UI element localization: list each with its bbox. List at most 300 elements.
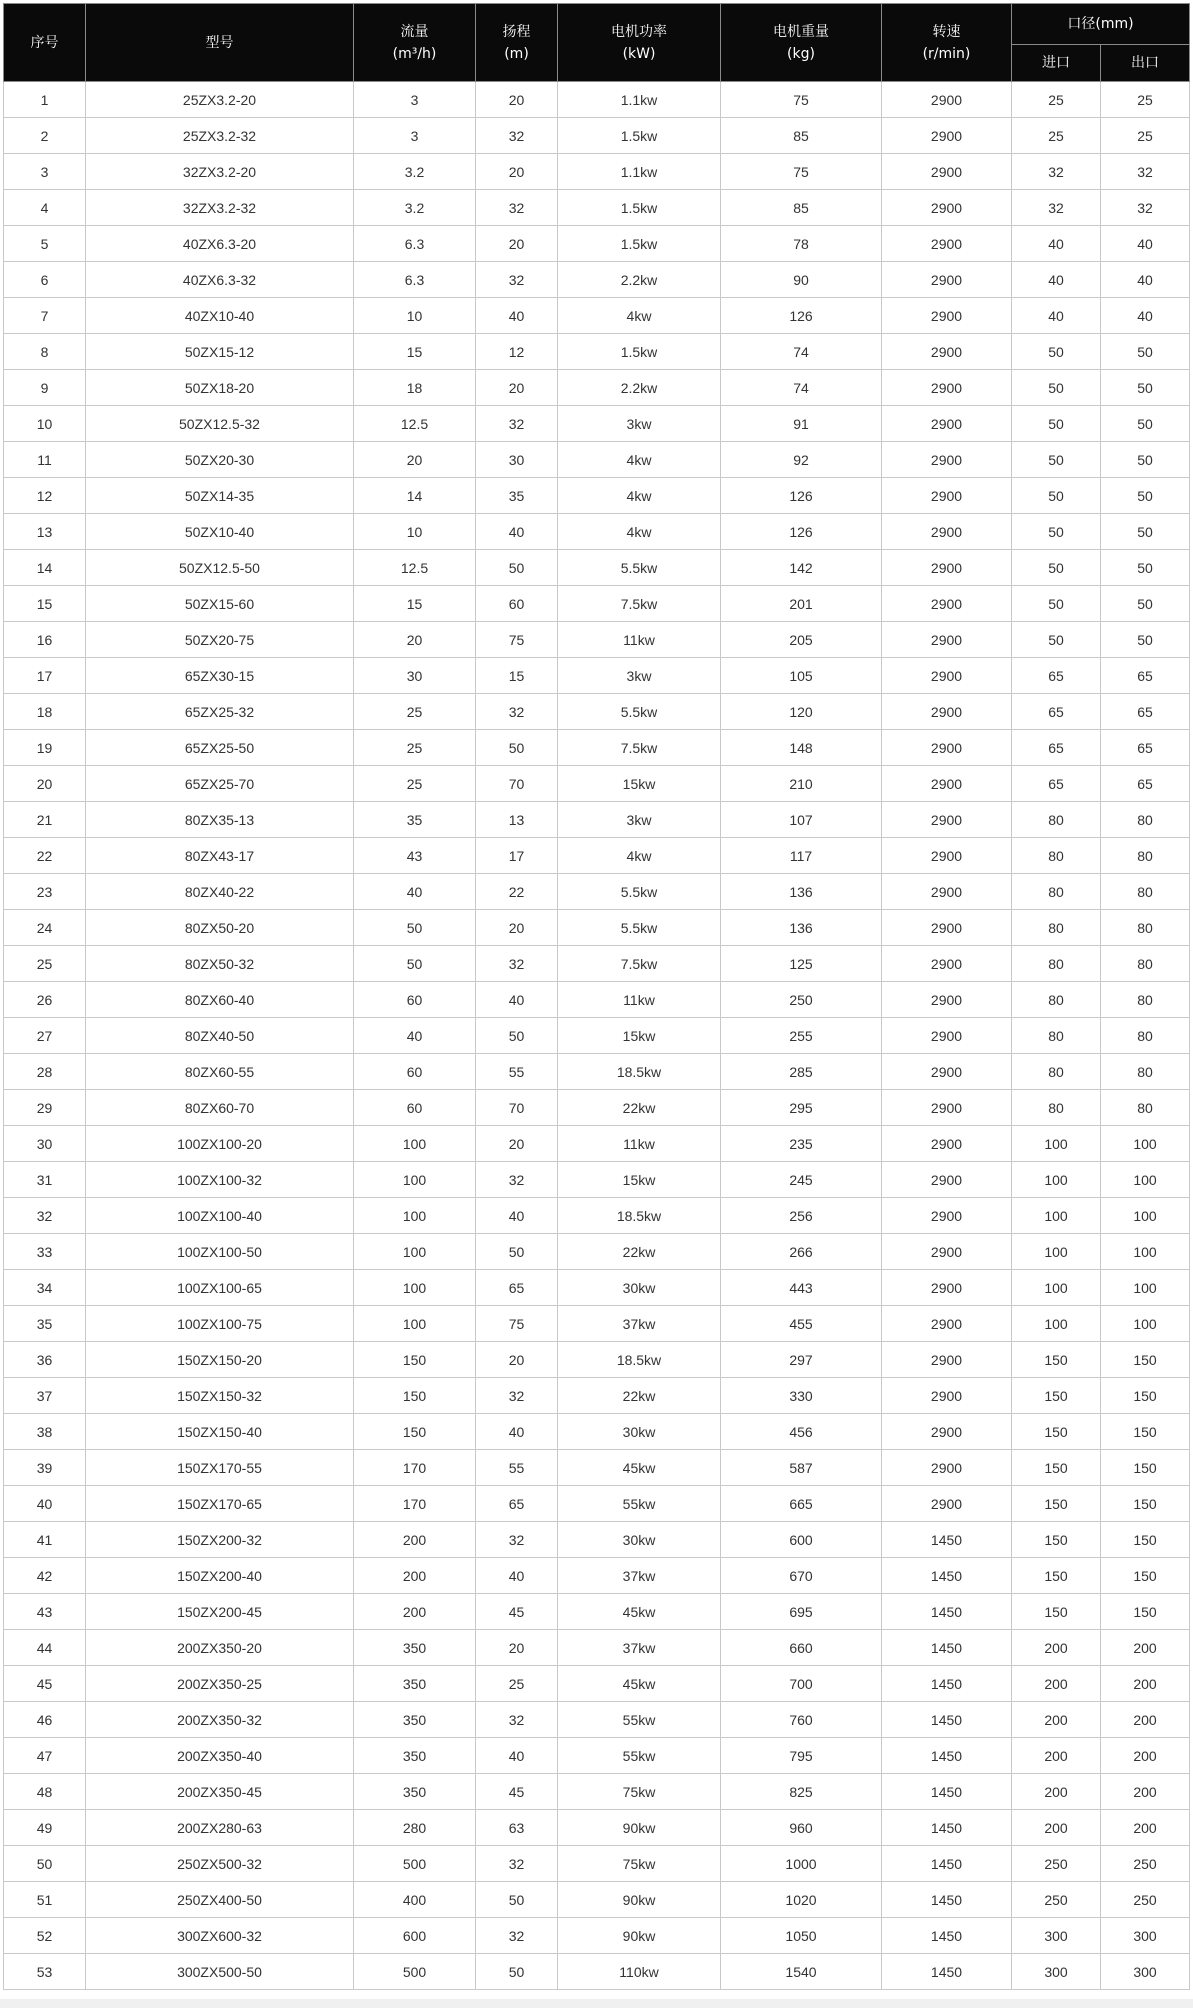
cell-model: 150ZX150-20 — [86, 1342, 354, 1378]
cell-power: 15kw — [558, 766, 721, 802]
cell-model: 150ZX200-40 — [86, 1558, 354, 1594]
cell-speed: 1450 — [882, 1522, 1012, 1558]
cell-no: 30 — [4, 1126, 86, 1162]
table-row — [4, 1342, 1190, 1378]
cell-flow: 100 — [354, 1198, 476, 1234]
cell-flow: 15 — [354, 334, 476, 370]
cell-outlet: 80 — [1101, 802, 1190, 838]
cell-weight: 600 — [721, 1522, 882, 1558]
cell-inlet: 80 — [1012, 802, 1101, 838]
cell-no: 2 — [4, 118, 86, 154]
cell-power: 18.5kw — [558, 1198, 721, 1234]
cell-speed: 1450 — [882, 1558, 1012, 1594]
cell-model: 80ZX50-32 — [86, 946, 354, 982]
cell-flow: 350 — [354, 1630, 476, 1666]
cell-head: 35 — [476, 478, 558, 514]
cell-inlet: 200 — [1012, 1810, 1101, 1846]
cell-speed: 2900 — [882, 1234, 1012, 1270]
cell-weight: 75 — [721, 154, 882, 190]
cell-no: 31 — [4, 1162, 86, 1198]
cell-model: 150ZX150-32 — [86, 1378, 354, 1414]
cell-head: 25 — [476, 1666, 558, 1702]
cell-weight: 1050 — [721, 1918, 882, 1954]
table-row — [4, 1270, 1190, 1306]
cell-speed: 2900 — [882, 1162, 1012, 1198]
cell-outlet: 80 — [1101, 874, 1190, 910]
cell-speed: 2900 — [882, 406, 1012, 442]
cell-outlet: 65 — [1101, 730, 1190, 766]
table-row — [4, 874, 1190, 910]
cell-flow: 100 — [354, 1162, 476, 1198]
cell-outlet: 50 — [1101, 406, 1190, 442]
cell-outlet: 300 — [1101, 1918, 1190, 1954]
cell-inlet: 100 — [1012, 1306, 1101, 1342]
table-row — [4, 1918, 1190, 1954]
header-speed-label: 转速 — [932, 23, 961, 40]
cell-head: 12 — [476, 334, 558, 370]
cell-flow: 350 — [354, 1702, 476, 1738]
cell-flow: 43 — [354, 838, 476, 874]
cell-model: 150ZX170-55 — [86, 1450, 354, 1486]
cell-speed: 2900 — [882, 658, 1012, 694]
cell-flow: 100 — [354, 1234, 476, 1270]
cell-no: 35 — [4, 1306, 86, 1342]
cell-power: 3kw — [558, 802, 721, 838]
cell-inlet: 150 — [1012, 1486, 1101, 1522]
cell-head: 32 — [476, 118, 558, 154]
cell-model: 200ZX350-32 — [86, 1702, 354, 1738]
cell-head: 40 — [476, 1558, 558, 1594]
cell-weight: 78 — [721, 226, 882, 262]
cell-weight: 120 — [721, 694, 882, 730]
cell-speed: 2900 — [882, 802, 1012, 838]
cell-head: 55 — [476, 1450, 558, 1486]
cell-power: 1.5kw — [558, 226, 721, 262]
cell-inlet: 25 — [1012, 118, 1101, 154]
cell-inlet: 100 — [1012, 1270, 1101, 1306]
cell-head: 20 — [476, 82, 558, 118]
cell-power: 37kw — [558, 1306, 721, 1342]
cell-speed: 2900 — [882, 442, 1012, 478]
cell-no: 15 — [4, 586, 86, 622]
cell-model: 65ZX25-50 — [86, 730, 354, 766]
table-row — [4, 586, 1190, 622]
cell-model: 32ZX3.2-32 — [86, 190, 354, 226]
cell-outlet: 200 — [1101, 1666, 1190, 1702]
cell-weight: 1020 — [721, 1882, 882, 1918]
cell-weight: 795 — [721, 1738, 882, 1774]
cell-no: 25 — [4, 946, 86, 982]
cell-power: 1.5kw — [558, 334, 721, 370]
cell-weight: 136 — [721, 910, 882, 946]
cell-no: 32 — [4, 1198, 86, 1234]
cell-no: 47 — [4, 1738, 86, 1774]
cell-power: 18.5kw — [558, 1054, 721, 1090]
cell-speed: 2900 — [882, 1270, 1012, 1306]
cell-outlet: 200 — [1101, 1738, 1190, 1774]
cell-power: 37kw — [558, 1630, 721, 1666]
cell-weight: 92 — [721, 442, 882, 478]
cell-model: 100ZX100-75 — [86, 1306, 354, 1342]
cell-no: 33 — [4, 1234, 86, 1270]
cell-flow: 100 — [354, 1126, 476, 1162]
table-row — [4, 406, 1190, 442]
cell-no: 19 — [4, 730, 86, 766]
cell-weight: 148 — [721, 730, 882, 766]
table-row — [4, 190, 1190, 226]
cell-head: 32 — [476, 406, 558, 442]
cell-speed: 2900 — [882, 1054, 1012, 1090]
cell-speed: 1450 — [882, 1738, 1012, 1774]
cell-power: 22kw — [558, 1378, 721, 1414]
cell-no: 44 — [4, 1630, 86, 1666]
cell-outlet: 32 — [1101, 190, 1190, 226]
table-row — [4, 1486, 1190, 1522]
cell-head: 32 — [476, 1918, 558, 1954]
header-speed-unit: (r/min) — [922, 45, 971, 62]
cell-speed: 2900 — [882, 1342, 1012, 1378]
table-row — [4, 1306, 1190, 1342]
cell-model: 100ZX100-40 — [86, 1198, 354, 1234]
cell-flow: 200 — [354, 1558, 476, 1594]
cell-inlet: 50 — [1012, 550, 1101, 586]
cell-outlet: 50 — [1101, 442, 1190, 478]
cell-model: 50ZX20-30 — [86, 442, 354, 478]
cell-weight: 85 — [721, 190, 882, 226]
cell-weight: 126 — [721, 298, 882, 334]
cell-model: 50ZX15-60 — [86, 586, 354, 622]
cell-no: 27 — [4, 1018, 86, 1054]
cell-power: 5.5kw — [558, 874, 721, 910]
cell-head: 50 — [476, 550, 558, 586]
cell-power: 1.5kw — [558, 190, 721, 226]
cell-power: 11kw — [558, 622, 721, 658]
cell-flow: 25 — [354, 766, 476, 802]
cell-speed: 2900 — [882, 154, 1012, 190]
cell-inlet: 150 — [1012, 1378, 1101, 1414]
pump-spec-table — [3, 3, 1190, 1990]
cell-weight: 295 — [721, 1090, 882, 1126]
cell-inlet: 250 — [1012, 1882, 1101, 1918]
cell-head: 20 — [476, 370, 558, 406]
cell-model: 50ZX12.5-50 — [86, 550, 354, 586]
header-power-label: 电机功率 — [611, 23, 667, 40]
cell-head: 65 — [476, 1486, 558, 1522]
cell-head: 20 — [476, 1630, 558, 1666]
cell-inlet: 150 — [1012, 1450, 1101, 1486]
cell-inlet: 150 — [1012, 1522, 1101, 1558]
cell-outlet: 150 — [1101, 1378, 1190, 1414]
cell-speed: 2900 — [882, 82, 1012, 118]
cell-model: 250ZX500-32 — [86, 1846, 354, 1882]
cell-flow: 170 — [354, 1450, 476, 1486]
cell-speed: 2900 — [882, 550, 1012, 586]
cell-flow: 18 — [354, 370, 476, 406]
cell-power: 15kw — [558, 1018, 721, 1054]
cell-weight: 297 — [721, 1342, 882, 1378]
cell-flow: 15 — [354, 586, 476, 622]
cell-weight: 245 — [721, 1162, 882, 1198]
cell-head: 45 — [476, 1774, 558, 1810]
cell-inlet: 32 — [1012, 154, 1101, 190]
cell-model: 50ZX20-75 — [86, 622, 354, 658]
cell-model: 25ZX3.2-32 — [86, 118, 354, 154]
table-row — [4, 1630, 1190, 1666]
table-row — [4, 154, 1190, 190]
cell-outlet: 150 — [1101, 1414, 1190, 1450]
cell-flow: 3.2 — [354, 190, 476, 226]
cell-weight: 125 — [721, 946, 882, 982]
cell-inlet: 200 — [1012, 1774, 1101, 1810]
header-weight-label: 电机重量 — [773, 23, 829, 40]
cell-flow: 350 — [354, 1774, 476, 1810]
cell-power: 30kw — [558, 1414, 721, 1450]
cell-flow: 3 — [354, 118, 476, 154]
cell-speed: 2900 — [882, 910, 1012, 946]
cell-flow: 30 — [354, 658, 476, 694]
cell-inlet: 100 — [1012, 1198, 1101, 1234]
cell-model: 80ZX40-50 — [86, 1018, 354, 1054]
cell-power: 37kw — [558, 1558, 721, 1594]
table-row — [4, 1594, 1190, 1630]
cell-inlet: 80 — [1012, 1090, 1101, 1126]
cell-inlet: 200 — [1012, 1630, 1101, 1666]
cell-head: 22 — [476, 874, 558, 910]
header-flow-unit: (m³/h) — [392, 45, 437, 62]
cell-inlet: 80 — [1012, 982, 1101, 1018]
cell-inlet: 50 — [1012, 622, 1101, 658]
cell-inlet: 65 — [1012, 694, 1101, 730]
cell-power: 5.5kw — [558, 550, 721, 586]
cell-weight: 85 — [721, 118, 882, 154]
cell-speed: 1450 — [882, 1594, 1012, 1630]
cell-flow: 500 — [354, 1954, 476, 1990]
cell-inlet: 150 — [1012, 1414, 1101, 1450]
cell-outlet: 80 — [1101, 1018, 1190, 1054]
cell-head: 75 — [476, 1306, 558, 1342]
cell-inlet: 250 — [1012, 1846, 1101, 1882]
cell-model: 40ZX6.3-32 — [86, 262, 354, 298]
cell-no: 42 — [4, 1558, 86, 1594]
cell-outlet: 50 — [1101, 586, 1190, 622]
table-row — [4, 226, 1190, 262]
cell-power: 3kw — [558, 658, 721, 694]
table-row — [4, 1054, 1190, 1090]
cell-weight: 255 — [721, 1018, 882, 1054]
cell-inlet: 80 — [1012, 1054, 1101, 1090]
cell-speed: 2900 — [882, 694, 1012, 730]
cell-weight: 105 — [721, 658, 882, 694]
cell-flow: 20 — [354, 442, 476, 478]
page-bottom-strip — [0, 1999, 1193, 2008]
cell-no: 22 — [4, 838, 86, 874]
cell-weight: 107 — [721, 802, 882, 838]
cell-outlet: 50 — [1101, 514, 1190, 550]
table-row — [4, 1090, 1190, 1126]
cell-head: 15 — [476, 658, 558, 694]
cell-outlet: 150 — [1101, 1522, 1190, 1558]
cell-outlet: 50 — [1101, 622, 1190, 658]
cell-power: 11kw — [558, 982, 721, 1018]
table-row — [4, 1774, 1190, 1810]
cell-flow: 3 — [354, 82, 476, 118]
cell-no: 5 — [4, 226, 86, 262]
cell-no: 17 — [4, 658, 86, 694]
table-row — [4, 982, 1190, 1018]
cell-outlet: 100 — [1101, 1198, 1190, 1234]
table-row — [4, 118, 1190, 154]
cell-power: 18.5kw — [558, 1342, 721, 1378]
cell-no: 51 — [4, 1882, 86, 1918]
cell-inlet: 50 — [1012, 442, 1101, 478]
cell-weight: 695 — [721, 1594, 882, 1630]
cell-outlet: 80 — [1101, 946, 1190, 982]
cell-no: 28 — [4, 1054, 86, 1090]
cell-power: 90kw — [558, 1882, 721, 1918]
table-row — [4, 910, 1190, 946]
cell-inlet: 50 — [1012, 514, 1101, 550]
cell-power: 30kw — [558, 1522, 721, 1558]
cell-model: 65ZX25-70 — [86, 766, 354, 802]
cell-flow: 10 — [354, 514, 476, 550]
cell-power: 45kw — [558, 1594, 721, 1630]
table-row — [4, 1846, 1190, 1882]
table-row — [4, 514, 1190, 550]
header-model: 型号 — [86, 4, 354, 82]
table-row — [4, 82, 1190, 118]
cell-weight: 266 — [721, 1234, 882, 1270]
table-row — [4, 1378, 1190, 1414]
cell-outlet: 200 — [1101, 1702, 1190, 1738]
cell-head: 20 — [476, 1126, 558, 1162]
cell-power: 45kw — [558, 1450, 721, 1486]
cell-speed: 2900 — [882, 514, 1012, 550]
cell-weight: 75 — [721, 82, 882, 118]
table-row — [4, 1882, 1190, 1918]
cell-head: 40 — [476, 298, 558, 334]
header-inlet: 进口 — [1012, 45, 1101, 82]
cell-model: 50ZX12.5-32 — [86, 406, 354, 442]
cell-weight: 235 — [721, 1126, 882, 1162]
table-body — [4, 82, 1190, 1990]
cell-weight: 960 — [721, 1810, 882, 1846]
cell-no: 23 — [4, 874, 86, 910]
header-no: 序号 — [4, 4, 86, 82]
cell-speed: 2900 — [882, 766, 1012, 802]
cell-outlet: 200 — [1101, 1774, 1190, 1810]
header-flow-label: 流量 — [400, 23, 429, 40]
cell-model: 50ZX14-35 — [86, 478, 354, 514]
table-row — [4, 622, 1190, 658]
cell-head: 40 — [476, 514, 558, 550]
cell-model: 65ZX30-15 — [86, 658, 354, 694]
cell-flow: 40 — [354, 1018, 476, 1054]
cell-head: 17 — [476, 838, 558, 874]
cell-flow: 6.3 — [354, 226, 476, 262]
cell-head: 60 — [476, 586, 558, 622]
cell-weight: 142 — [721, 550, 882, 586]
cell-model: 300ZX600-32 — [86, 1918, 354, 1954]
cell-power: 55kw — [558, 1702, 721, 1738]
cell-no: 18 — [4, 694, 86, 730]
cell-speed: 2900 — [882, 730, 1012, 766]
cell-flow: 25 — [354, 730, 476, 766]
cell-outlet: 300 — [1101, 1954, 1190, 1990]
cell-flow: 350 — [354, 1666, 476, 1702]
cell-no: 45 — [4, 1666, 86, 1702]
cell-no: 49 — [4, 1810, 86, 1846]
cell-head: 32 — [476, 1846, 558, 1882]
cell-head: 20 — [476, 154, 558, 190]
cell-no: 53 — [4, 1954, 86, 1990]
cell-no: 36 — [4, 1342, 86, 1378]
cell-speed: 1450 — [882, 1774, 1012, 1810]
cell-power: 7.5kw — [558, 946, 721, 982]
cell-outlet: 80 — [1101, 1090, 1190, 1126]
cell-outlet: 80 — [1101, 910, 1190, 946]
cell-flow: 12.5 — [354, 550, 476, 586]
header-power — [558, 4, 721, 82]
cell-power: 5.5kw — [558, 910, 721, 946]
cell-power: 22kw — [558, 1090, 721, 1126]
cell-no: 21 — [4, 802, 86, 838]
cell-flow: 10 — [354, 298, 476, 334]
cell-model: 100ZX100-65 — [86, 1270, 354, 1306]
cell-head: 50 — [476, 730, 558, 766]
table-row — [4, 370, 1190, 406]
cell-flow: 60 — [354, 982, 476, 1018]
cell-model: 50ZX10-40 — [86, 514, 354, 550]
cell-speed: 2900 — [882, 226, 1012, 262]
cell-head: 70 — [476, 1090, 558, 1126]
cell-speed: 2900 — [882, 262, 1012, 298]
cell-flow: 50 — [354, 946, 476, 982]
cell-speed: 2900 — [882, 838, 1012, 874]
cell-model: 200ZX350-20 — [86, 1630, 354, 1666]
header-head-unit: (m) — [504, 45, 529, 62]
cell-no: 3 — [4, 154, 86, 190]
cell-weight: 205 — [721, 622, 882, 658]
table-row — [4, 838, 1190, 874]
spec-table-container — [3, 3, 1189, 1990]
cell-power: 55kw — [558, 1738, 721, 1774]
cell-no: 20 — [4, 766, 86, 802]
cell-inlet: 80 — [1012, 874, 1101, 910]
header-flow — [354, 4, 476, 82]
cell-weight: 256 — [721, 1198, 882, 1234]
cell-outlet: 40 — [1101, 262, 1190, 298]
cell-outlet: 50 — [1101, 478, 1190, 514]
cell-model: 80ZX50-20 — [86, 910, 354, 946]
cell-speed: 2900 — [882, 1486, 1012, 1522]
cell-head: 40 — [476, 1414, 558, 1450]
cell-outlet: 25 — [1101, 82, 1190, 118]
cell-outlet: 50 — [1101, 550, 1190, 586]
cell-head: 13 — [476, 802, 558, 838]
cell-no: 11 — [4, 442, 86, 478]
cell-weight: 126 — [721, 478, 882, 514]
cell-inlet: 300 — [1012, 1918, 1101, 1954]
cell-no: 24 — [4, 910, 86, 946]
cell-no: 41 — [4, 1522, 86, 1558]
cell-flow: 60 — [354, 1090, 476, 1126]
cell-model: 80ZX40-22 — [86, 874, 354, 910]
cell-flow: 20 — [354, 622, 476, 658]
cell-power: 110kw — [558, 1954, 721, 1990]
cell-model: 80ZX35-13 — [86, 802, 354, 838]
cell-power: 90kw — [558, 1918, 721, 1954]
cell-weight: 74 — [721, 334, 882, 370]
